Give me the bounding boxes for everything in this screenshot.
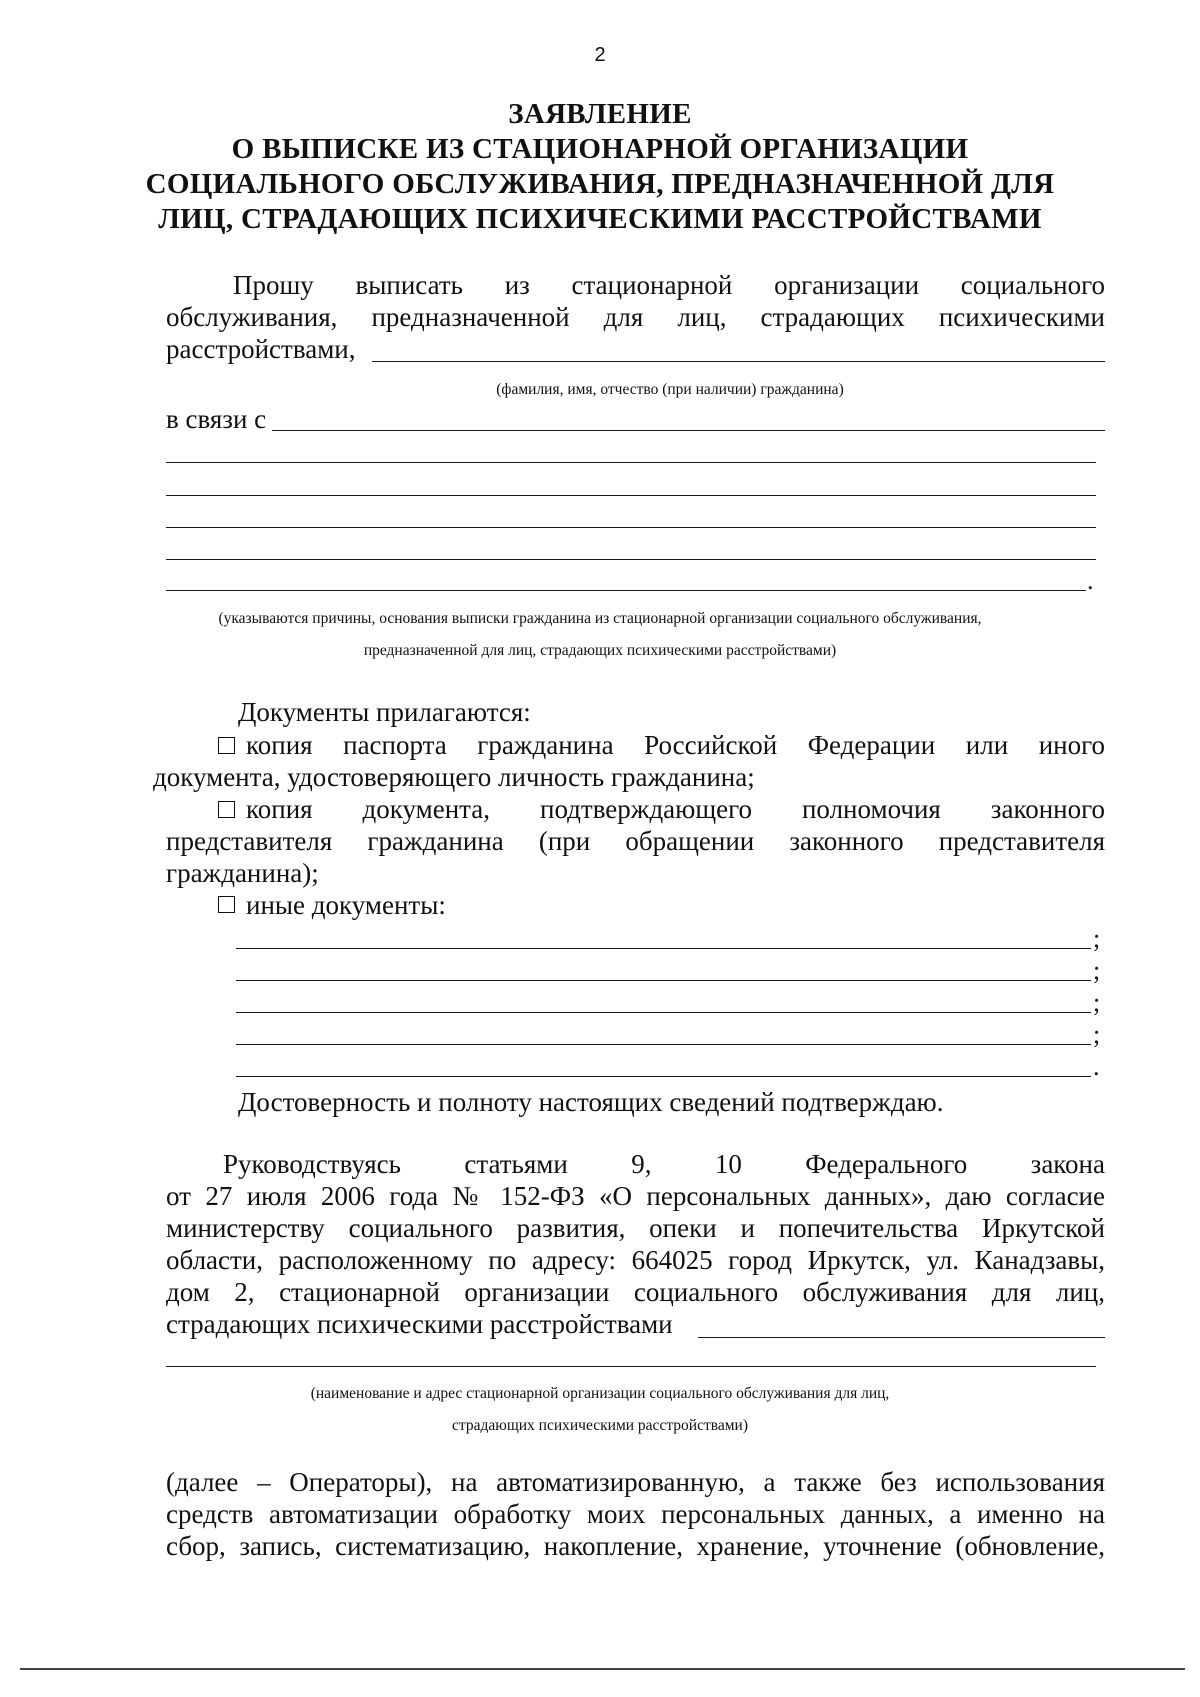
reason-field[interactable]	[166, 559, 1096, 560]
field-caption: предназначенной для лиц, страдающих психическими расстройствами)	[363, 642, 837, 659]
document-item-text: гражданина);	[166, 858, 319, 888]
reason-label: в связи с	[166, 404, 267, 434]
confirmation-text: Достоверность и полноту настоящих сведений подтверждаю.	[238, 1087, 944, 1117]
title-line: СОЦИАЛЬНОГО ОБСЛУЖИВАНИЯ, ПРЕДНАЗНАЧЕННОЙ ДЛЯ	[145, 168, 1055, 200]
document-item-text: представителя гражданина (при обращении законного представителя	[166, 826, 1105, 856]
other-document-field[interactable]	[236, 980, 1091, 981]
checkbox[interactable]	[218, 737, 235, 754]
line-end-semicolon: ;	[1093, 924, 1101, 953]
line-end-period: .	[1087, 566, 1094, 595]
document-item-row	[218, 729, 1105, 761]
document-item-row	[218, 793, 1105, 825]
field-caption: (указываются причины, основания выписки гражданина из стационарной организации социального обслуживания,	[218, 610, 982, 627]
title-line: О ВЫПИСКЕ ИЗ СТАЦИОНАРНОЙ ОРГАНИЗАЦИИ	[231, 133, 969, 165]
checkbox[interactable]	[218, 896, 235, 913]
reason-field[interactable]	[166, 495, 1096, 496]
field-caption: (наименование и адрес стационарной организации социального обслуживания для лиц,	[310, 1385, 890, 1402]
checkbox[interactable]	[218, 801, 235, 818]
citizen-name-field[interactable]	[372, 361, 1105, 362]
document-item-representative	[218, 793, 1105, 825]
other-document-field[interactable]	[236, 948, 1091, 949]
request-line: обслуживания, предназначенной для лиц, страдающих психическими	[166, 302, 1105, 332]
page-number: 2	[594, 44, 606, 66]
reason-field[interactable]	[166, 527, 1096, 528]
field-caption: (фамилия, имя, отчество (при наличии) гражданина)	[496, 381, 844, 398]
reason-field[interactable]	[166, 590, 1086, 591]
documents-heading: Документы прилагаются:	[238, 697, 531, 727]
title-line: ЛИЦ, СТРАДАЮЩИХ ПСИХИЧЕСКИМИ РАССТРОЙСТВАМИ	[158, 203, 1042, 235]
other-document-field[interactable]	[236, 1044, 1091, 1045]
document-item-text: копия документа, подтверждающего полномочия законного	[246, 794, 1105, 824]
consent-line: средств автоматизации обработку моих персональных данных, а именно на	[166, 1499, 1105, 1529]
title-line: ЗАЯВЛЕНИЕ	[508, 98, 692, 130]
scan-edge-rule	[20, 1668, 1185, 1670]
other-document-field[interactable]	[236, 1076, 1091, 1077]
line-end-semicolon: ;	[1093, 988, 1101, 1017]
line-end-period: .	[1093, 1052, 1100, 1081]
consent-line: области, расположенному по адресу: 664025 город Иркутск, ул. Канадзавы,	[166, 1245, 1105, 1275]
consent-line: (далее – Операторы), на автоматизированную, а также без использования	[166, 1467, 1105, 1497]
line-end-semicolon: ;	[1093, 956, 1101, 985]
consent-line: дом 2, стационарной организации социального обслуживания для лиц,	[166, 1277, 1105, 1307]
request-line: Прошу выписать из стационарной организации социального	[233, 270, 1105, 300]
organization-field[interactable]	[698, 1337, 1105, 1338]
document-title	[120, 97, 1080, 237]
consent-line: министерству социального развития, опеки и попечительства Иркутской	[166, 1213, 1105, 1243]
consent-line: от 27 июля 2006 года № 152-ФЗ «О персональных данных», даю согласие	[166, 1181, 1105, 1211]
request-line	[166, 333, 355, 365]
request-line-text: расстройствами,	[166, 334, 356, 364]
reason-field[interactable]	[272, 430, 1105, 431]
document-item-other	[218, 889, 446, 921]
document-item-text: иные документы:	[246, 890, 446, 920]
other-document-field[interactable]	[236, 1012, 1091, 1013]
reason-field[interactable]	[166, 462, 1096, 463]
document-item-passport	[218, 729, 1105, 761]
field-caption: страдающих психическими расстройствами)	[452, 1417, 748, 1434]
consent-line: сбор, запись, систематизацию, накопление, хранение, уточнение (обновление,	[166, 1531, 1105, 1561]
document-item-text: документа, удостоверяющего личность гражданина;	[153, 762, 755, 792]
line-end-semicolon: ;	[1093, 1020, 1101, 1049]
document-item-text: копия паспорта гражданина Российской Федерации или иного	[246, 730, 1105, 760]
consent-line: Руководствуясь статьями 9, 10 Федерального закона	[223, 1149, 1105, 1179]
consent-line: страдающих психическими расстройствами	[166, 1309, 673, 1339]
organization-field[interactable]	[166, 1366, 1096, 1367]
